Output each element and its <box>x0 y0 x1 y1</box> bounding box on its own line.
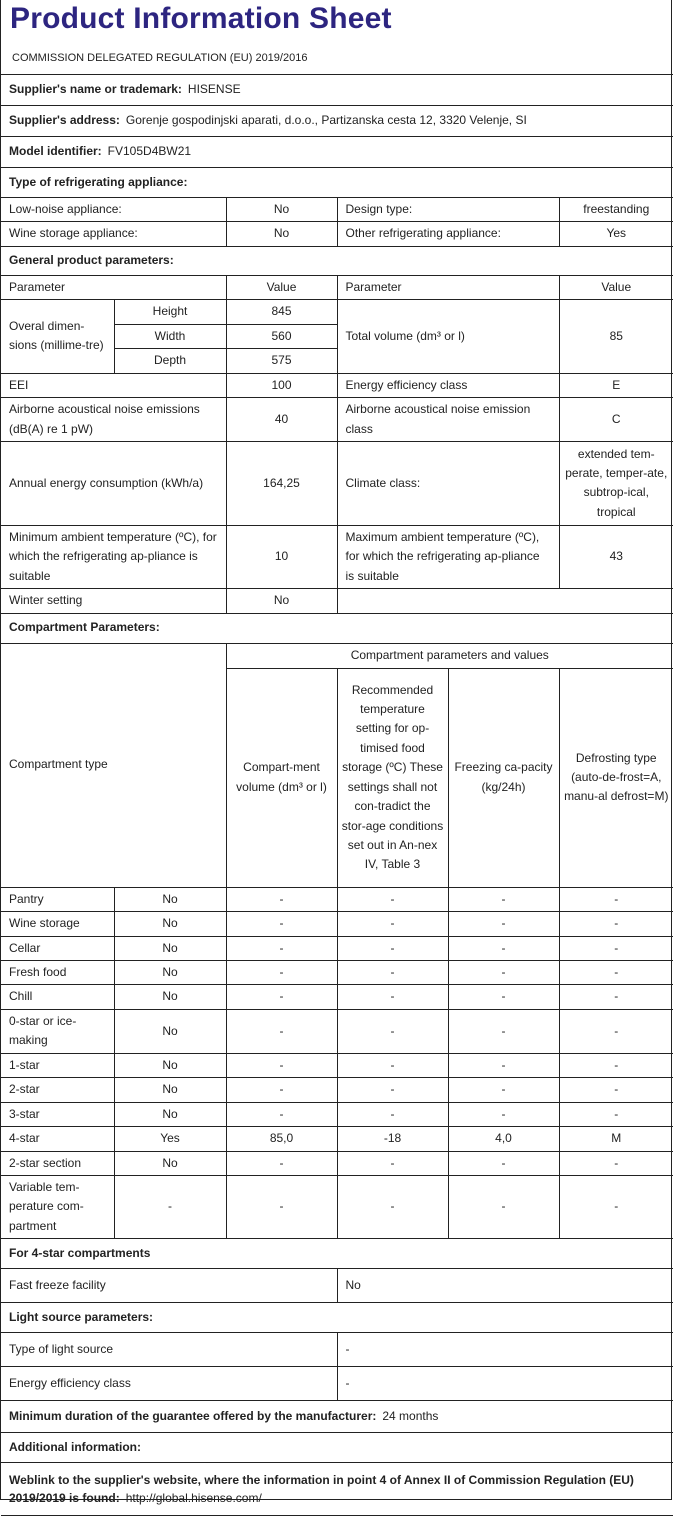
compartment-row <box>1 1127 673 1151</box>
eei-row <box>1 373 673 397</box>
supplier-name-row <box>1 75 673 106</box>
compartment-defrost: - <box>559 1102 673 1126</box>
compartment-freezing: - <box>448 985 559 1009</box>
fast-freeze-label: Fast freeze facility <box>1 1269 337 1303</box>
product-info-table <box>1 74 673 1516</box>
depth-value: 575 <box>226 349 337 373</box>
compartment-volume: - <box>226 1009 337 1053</box>
low-noise-label: Low-noise appliance: <box>1 198 226 222</box>
compartment-row <box>1 1009 673 1053</box>
compartment-present: No <box>114 887 226 911</box>
compartment-freezing: - <box>448 1102 559 1126</box>
compartment-defrost: - <box>559 961 673 985</box>
compartment-freezing: - <box>448 936 559 960</box>
compartment-present: No <box>114 961 226 985</box>
compartment-row <box>1 985 673 1009</box>
compartment-present: No <box>114 1053 226 1077</box>
compartment-defrost: - <box>559 1053 673 1077</box>
general-column-header-row <box>1 275 673 299</box>
model-identifier-value: FV105D4BW21 <box>107 144 192 159</box>
page-title: Product Information Sheet <box>10 2 392 35</box>
compartment-present: Yes <box>114 1127 226 1151</box>
compartment-present: - <box>114 1175 226 1238</box>
wine-storage-appliance-row <box>1 222 673 246</box>
freezing-header: Freezing ca-pacity (kg/24h) <box>448 668 559 887</box>
width-value: 560 <box>226 324 337 348</box>
compartment-present: No <box>114 1102 226 1126</box>
low-noise-value: No <box>226 198 337 222</box>
compartment-freezing: 4,0 <box>448 1127 559 1151</box>
compartment-present: No <box>114 912 226 936</box>
compartment-defrost: - <box>559 1078 673 1102</box>
total-volume-value: 85 <box>559 300 673 373</box>
compartment-heading-row <box>1 613 673 643</box>
light-type-label: Type of light source <box>1 1333 337 1367</box>
annual-energy-value: 164,25 <box>226 441 337 525</box>
supplier-address-value: Gorenje gospodinjski aparati, d.o.o., Partizanska cesta 12, 3320 Velenje, SI <box>125 113 527 128</box>
wine-storage-appliance-label: Wine storage appliance: <box>1 222 226 246</box>
min-temperature-label: Minimum ambient temperature (ºC), for which the refrigerating ap-pliance is suitable <box>1 525 226 588</box>
noise-label: Airborne acoustical noise emissions (dB(A) re 1 pW) <box>1 398 226 442</box>
compartment-freezing: - <box>448 1151 559 1175</box>
fast-freeze-value: No <box>337 1269 673 1303</box>
compartment-type-header: Compartment type <box>1 643 226 887</box>
compartment-present: No <box>114 936 226 960</box>
winter-setting-row <box>1 589 673 613</box>
compartment-heading: Compartment Parameters: <box>1 613 673 643</box>
defrost-header: Defrosting type (auto-de-frost=A, manu-al defrost=M) <box>559 668 673 887</box>
compartment-volume: - <box>226 1053 337 1077</box>
additional-heading: Additional information: <box>1 1433 673 1463</box>
width-label: Width <box>114 324 226 348</box>
design-type-value: freestanding <box>559 198 673 222</box>
value-column-header: Value <box>226 275 337 299</box>
compartment-temperature: - <box>337 936 448 960</box>
fast-freeze-row <box>1 1269 673 1303</box>
regulation-subtitle: COMMISSION DELEGATED REGULATION (EU) 2019/2016 <box>12 52 308 64</box>
compartment-temperature: - <box>337 912 448 936</box>
compartment-name: Pantry <box>1 887 114 911</box>
model-identifier-label: Model identifier: <box>9 144 102 159</box>
compartment-name: 0-star or ice-making <box>1 1009 114 1053</box>
compartment-present: No <box>114 1151 226 1175</box>
compartment-row <box>1 1102 673 1126</box>
light-type-value: - <box>337 1333 673 1367</box>
winter-setting-label: Winter setting <box>1 589 226 613</box>
compartment-freezing: - <box>448 1175 559 1238</box>
compartment-name: Wine storage <box>1 912 114 936</box>
compartment-defrost: - <box>559 887 673 911</box>
compartment-volume: - <box>226 887 337 911</box>
compartment-row <box>1 1078 673 1102</box>
compartment-freezing: - <box>448 887 559 911</box>
supplier-address-label: Supplier's address: <box>9 113 120 128</box>
compartment-row <box>1 887 673 911</box>
eei-value: 100 <box>226 373 337 397</box>
compartment-defrost: M <box>559 1127 673 1151</box>
height-label: Height <box>114 300 226 324</box>
noise-class-value: C <box>559 398 673 442</box>
light-class-value: - <box>337 1367 673 1401</box>
compartment-present: No <box>114 985 226 1009</box>
total-volume-label: Total volume (dm³ or l) <box>337 300 559 373</box>
compartment-volume: 85,0 <box>226 1127 337 1151</box>
supplier-address-row <box>1 106 673 137</box>
compartment-name: 4-star <box>1 1127 114 1151</box>
energy-class-label: Energy efficiency class <box>337 373 559 397</box>
depth-label: Depth <box>114 349 226 373</box>
low-noise-row <box>1 198 673 222</box>
compartment-defrost: - <box>559 912 673 936</box>
compartment-temperature: - <box>337 1102 448 1126</box>
compartment-temperature: - <box>337 1009 448 1053</box>
compartment-temperature: - <box>337 1151 448 1175</box>
weblink-row <box>1 1463 673 1516</box>
compartment-name: 2-star <box>1 1078 114 1102</box>
compartment-defrost: - <box>559 985 673 1009</box>
compartment-volume: - <box>226 1175 337 1238</box>
compartment-row <box>1 1151 673 1175</box>
compartment-freezing: - <box>448 1078 559 1102</box>
compartment-temperature: - <box>337 1078 448 1102</box>
compartment-defrost: - <box>559 1175 673 1238</box>
four-star-heading: For 4-star compartments <box>1 1239 673 1269</box>
compartment-freezing: - <box>448 1053 559 1077</box>
design-type-label: Design type: <box>337 198 559 222</box>
dimensions-label: Overal dimen-sions (millime-tre) <box>1 300 114 373</box>
compartment-name: Chill <box>1 985 114 1009</box>
compartment-row <box>1 1175 673 1238</box>
noise-class-label: Airborne acoustical noise emission class <box>337 398 559 442</box>
empty-cell <box>337 589 673 613</box>
guarantee-row <box>1 1401 673 1433</box>
winter-setting-value: No <box>226 589 337 613</box>
compartment-name: 3-star <box>1 1102 114 1126</box>
compartment-group-header: Compartment parameters and values <box>226 643 673 668</box>
compartment-name: Fresh food <box>1 961 114 985</box>
value-column-header-2: Value <box>559 275 673 299</box>
weblink-label: Weblink to the supplier's website, where the information in point 4 of Annex II of Commission Regulation (EU) 2019/2019 is found: <box>9 1472 634 1506</box>
compartment-present: No <box>114 1009 226 1053</box>
compartment-temperature: - <box>337 1053 448 1077</box>
noise-value: 40 <box>226 398 337 442</box>
ambient-temperature-row <box>1 525 673 588</box>
compartment-volume: - <box>226 1102 337 1126</box>
compartment-row <box>1 912 673 936</box>
light-class-row <box>1 1367 673 1401</box>
light-heading: Light source parameters: <box>1 1303 673 1333</box>
compartment-temperature: -18 <box>337 1127 448 1151</box>
height-value: 845 <box>226 300 337 324</box>
energy-class-value: E <box>559 373 673 397</box>
max-temperature-value: 43 <box>559 525 673 588</box>
compartment-freezing: - <box>448 961 559 985</box>
guarantee-value: 24 months <box>382 1409 439 1424</box>
compartment-name: 1-star <box>1 1053 114 1077</box>
compartment-defrost: - <box>559 1009 673 1053</box>
parameter-column-header-2: Parameter <box>337 275 559 299</box>
model-identifier-row <box>1 137 673 168</box>
annual-energy-label: Annual energy consumption (kWh/a) <box>1 441 226 525</box>
compartment-freezing: - <box>448 1009 559 1053</box>
climate-class-value: extended tem-perate, temper-ate, subtrop-ical, tropical <box>559 441 673 525</box>
other-appliance-label: Other refrigerating appliance: <box>337 222 559 246</box>
compartment-row <box>1 1053 673 1077</box>
compartment-freezing: - <box>448 912 559 936</box>
type-heading: Type of refrigerating appliance: <box>1 168 673 198</box>
additional-heading-row <box>1 1433 673 1463</box>
compartment-temperature: - <box>337 961 448 985</box>
compartment-name: Cellar <box>1 936 114 960</box>
compartment-volume: - <box>226 1151 337 1175</box>
light-type-row <box>1 1333 673 1367</box>
compartment-name: Variable tem-perature com-partment <box>1 1175 114 1238</box>
light-heading-row <box>1 1303 673 1333</box>
annual-energy-row <box>1 441 673 525</box>
compartment-defrost: - <box>559 936 673 960</box>
compartment-temperature: - <box>337 1175 448 1238</box>
guarantee-label: Minimum duration of the guarantee offered by the manufacturer: <box>9 1409 377 1424</box>
compartment-row <box>1 961 673 985</box>
compartment-present: No <box>114 1078 226 1102</box>
height-row <box>1 300 673 324</box>
parameter-column-header: Parameter <box>1 275 226 299</box>
compartment-name: 2-star section <box>1 1151 114 1175</box>
compartment-defrost: - <box>559 1151 673 1175</box>
weblink-value[interactable]: http://global.hisense.com/ <box>125 1491 262 1506</box>
compartment-temperature: - <box>337 985 448 1009</box>
general-heading: General product parameters: <box>1 246 673 275</box>
temperature-header: Recommended temperature setting for op-timised food storage (ºC) These settings shall not con-tradict the stor-age conditions set out in An-nex IV, Table 3 <box>337 668 448 887</box>
volume-header: Compart-ment volume (dm³ or l) <box>226 668 337 887</box>
compartment-volume: - <box>226 912 337 936</box>
eei-label: EEI <box>1 373 226 397</box>
wine-storage-appliance-value: No <box>226 222 337 246</box>
compartment-volume: - <box>226 985 337 1009</box>
general-heading-row <box>1 246 673 275</box>
four-star-heading-row <box>1 1239 673 1269</box>
compartment-row <box>1 936 673 960</box>
supplier-name-value: HISENSE <box>187 82 241 97</box>
noise-row <box>1 398 673 442</box>
compartment-temperature: - <box>337 887 448 911</box>
max-temperature-label: Maximum ambient temperature (ºC), for which the refrigerating ap-pliance is suitable <box>337 525 559 588</box>
compartment-volume: - <box>226 936 337 960</box>
other-appliance-value: Yes <box>559 222 673 246</box>
type-heading-row <box>1 168 673 198</box>
compartment-rows <box>1 887 673 1239</box>
compartment-volume: - <box>226 1078 337 1102</box>
compartment-volume: - <box>226 961 337 985</box>
light-class-label: Energy efficiency class <box>1 1367 337 1401</box>
compartment-group-header-row <box>1 643 673 668</box>
supplier-name-label: Supplier's name or trademark: <box>9 82 182 97</box>
min-temperature-value: 10 <box>226 525 337 588</box>
climate-class-label: Climate class: <box>337 441 559 525</box>
